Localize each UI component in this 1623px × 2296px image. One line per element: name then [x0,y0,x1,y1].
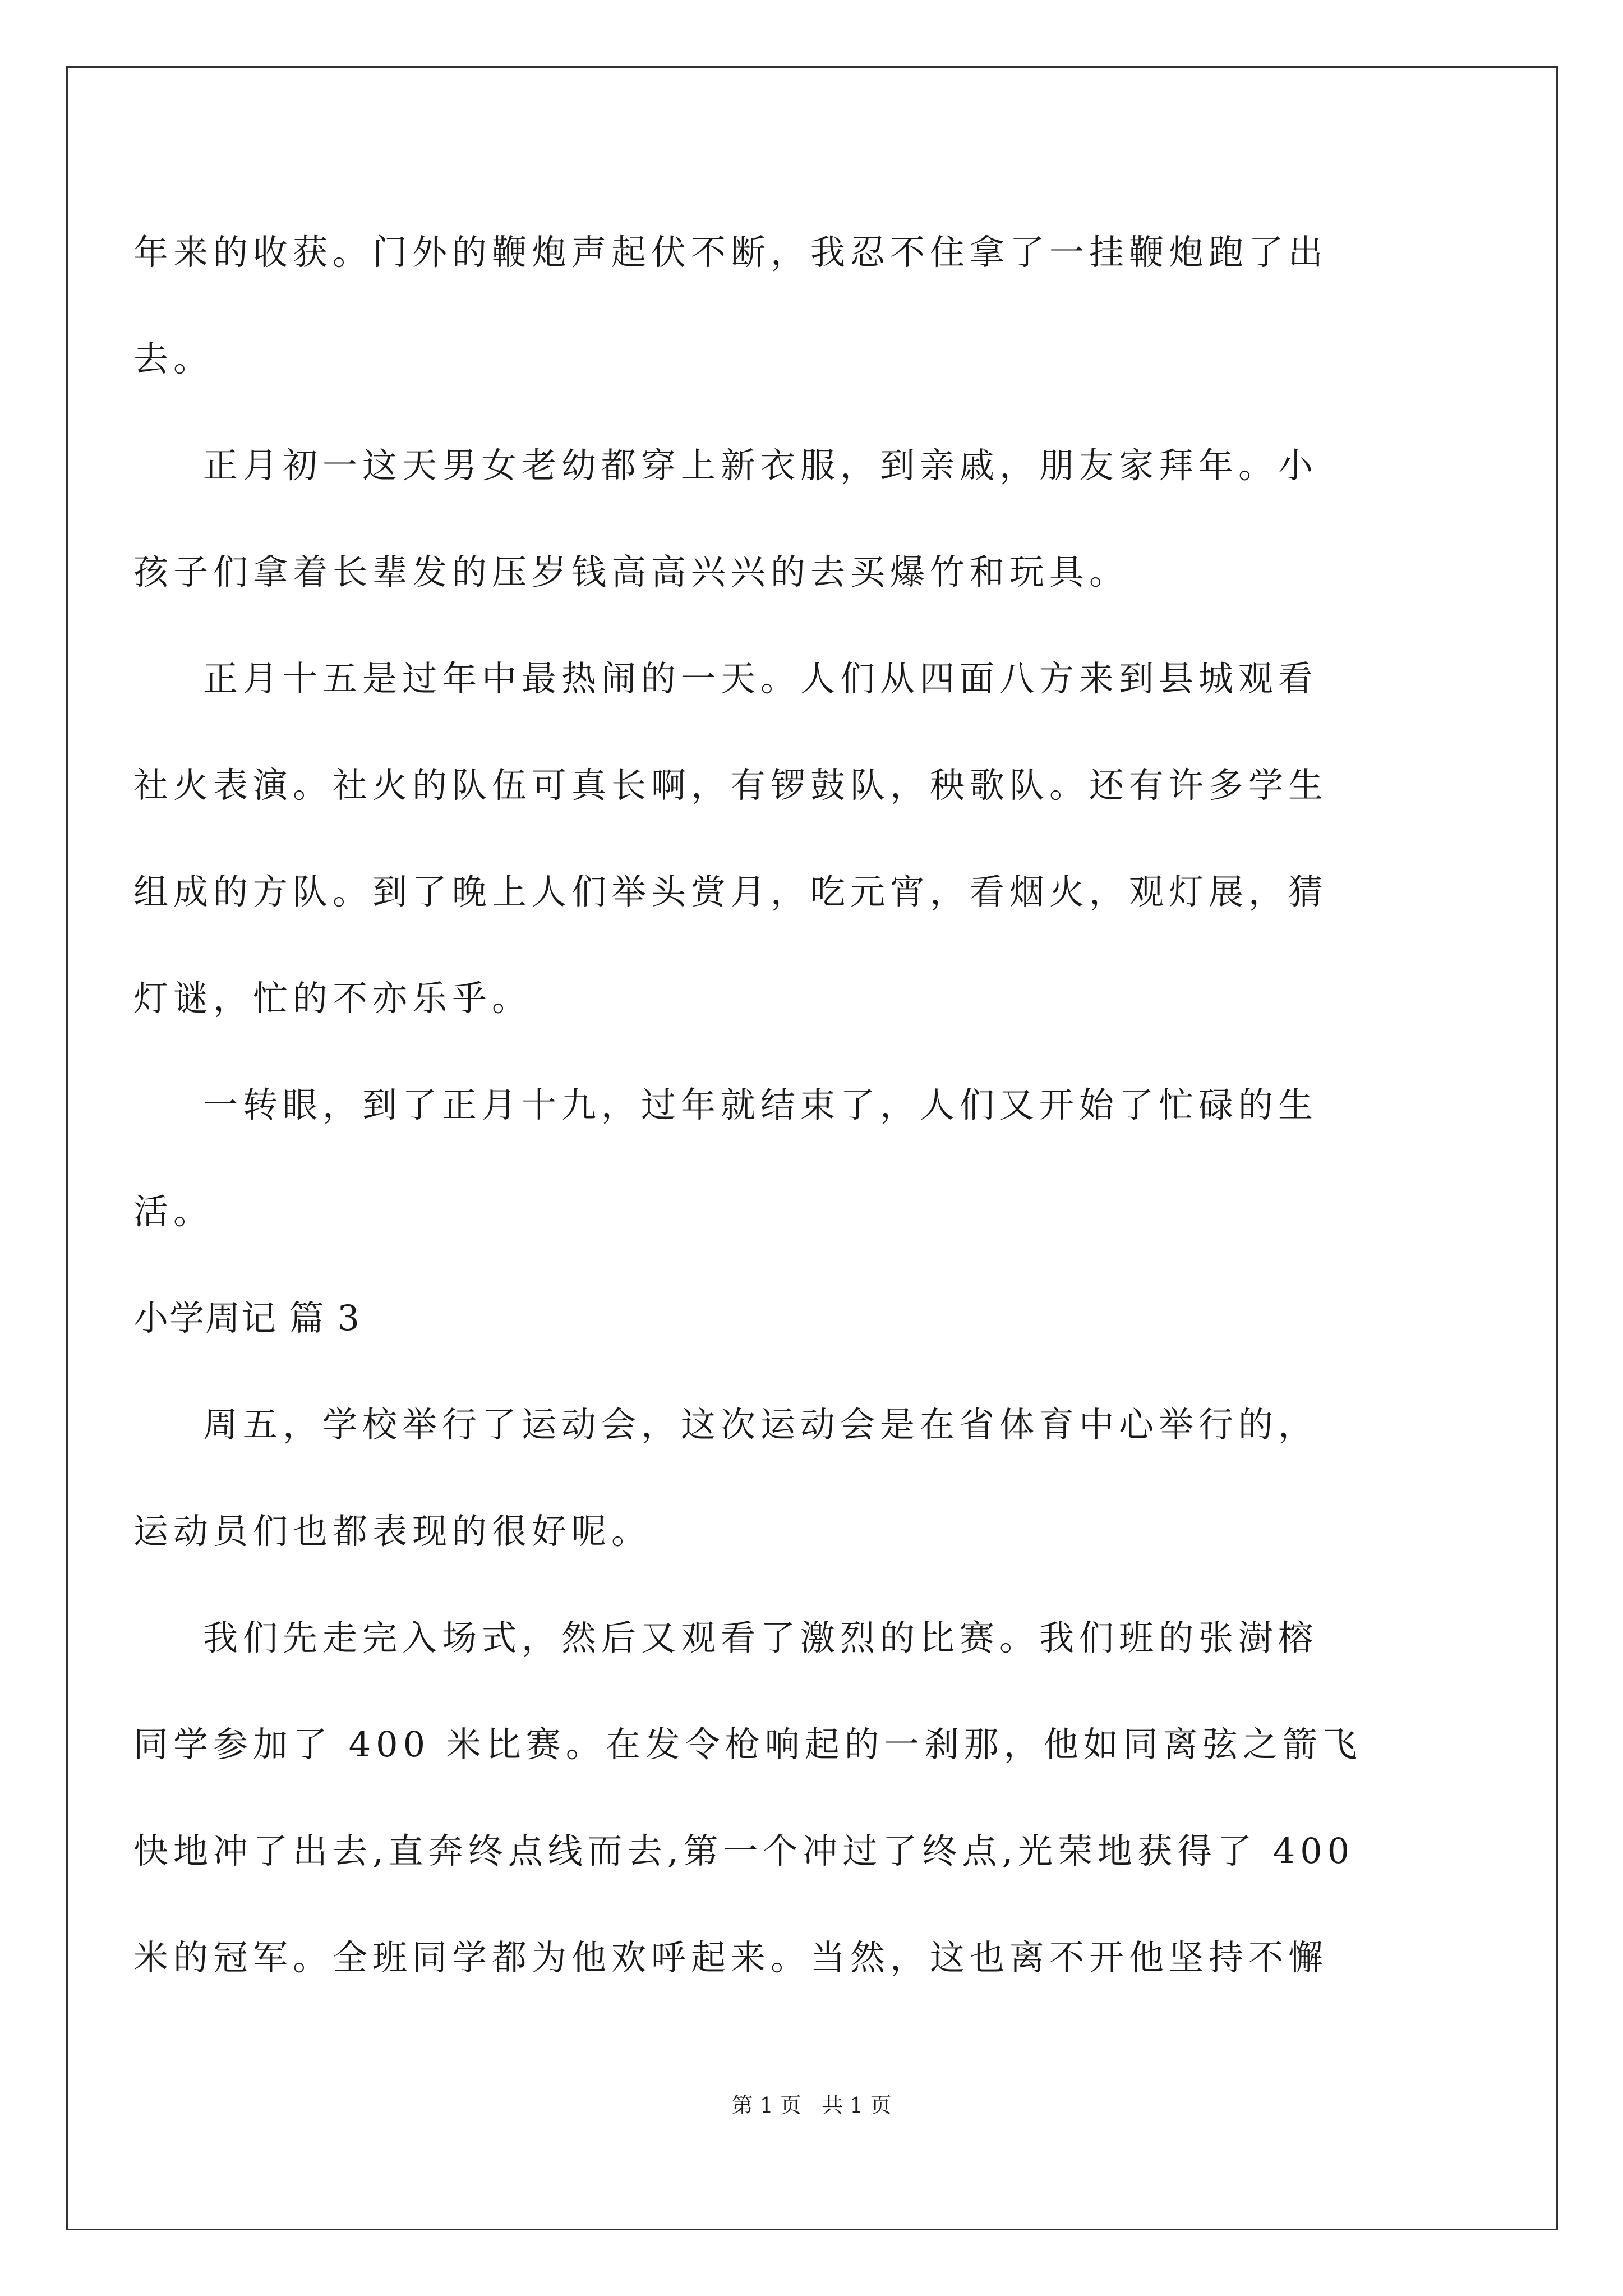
page-border [66,66,1558,2230]
paragraph-start-line: 周五，学校举行了运动会，这次运动会是在省体育中心举行的， [203,1404,1318,1445]
text-line: 同学参加了 400 米比赛。在发令枪响起的一刹那，他如同离弦之箭飞 [133,1724,1362,1765]
section-heading: 小学周记 篇 3 [133,1297,361,1338]
paragraph-start-line: 正月十五是过年中最热闹的一天。人们从四面八方来到县城观看 [203,658,1318,699]
paragraph-start-line: 我们先走完入场式，然后又观看了激烈的比赛。我们班的张澍榕 [203,1617,1318,1658]
text-line: 年来的收获。门外的鞭炮声起伏不断，我忍不住拿了一挂鞭炮跑了出 [133,232,1329,273]
text-line: 去。 [133,338,214,379]
text-line: 米的冠军。全班同学都为他欢呼起来。当然，这也离不开他坚持不懈 [133,1937,1329,1978]
page-number-footer: 第 1 页 共 1 页 [731,2093,892,2118]
text-line: 社火表演。社火的队伍可真长啊，有锣鼓队，秧歌队。还有许多学生 [133,765,1329,806]
text-line: 组成的方队。到了晚上人们举头赏月，吃元宵，看烟火，观灯展，猜 [133,871,1329,912]
paragraph-start-line: 一转眼，到了正月十九，过年就结束了，人们又开始了忙碌的生 [203,1084,1318,1125]
paragraph-start-line: 正月初一这天男女老幼都穿上新衣服，到亲戚，朋友家拜年。小 [203,445,1318,486]
text-line: 孩子们拿着长辈发的压岁钱高高兴兴的去买爆竹和玩具。 [133,551,1129,592]
text-line: 活。 [133,1191,214,1232]
text-line: 灯谜，忙的不亦乐乎。 [133,978,532,1019]
text-line: 快地冲了出去,直奔终点线而去,第一个冲过了终点,光荣地获得了 400 [133,1830,1355,1871]
text-line: 运动员们也都表现的很好呢。 [133,1511,652,1552]
